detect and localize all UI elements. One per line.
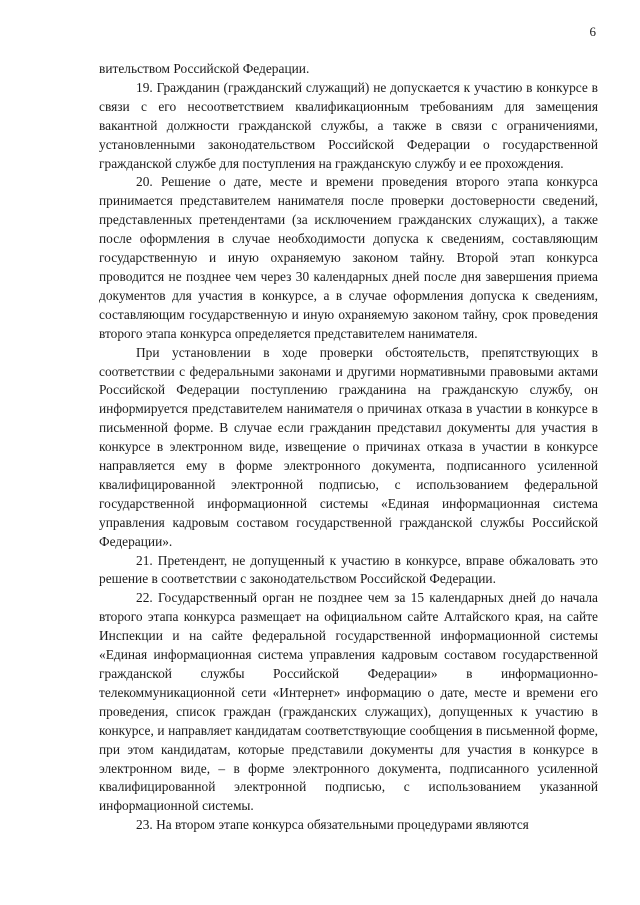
document-body <box>99 60 598 835</box>
paragraph-continuation: вительством Российской Федерации. <box>99 61 310 76</box>
paragraph-23: 23. На втором этапе конкурса обязательными процедурами являются <box>136 817 529 833</box>
page-number: 6 <box>589 24 596 39</box>
paragraph-20-verification: При установлении в ходе проверки обстоятельств, препятствующих в соответствии с федеральными законами и другими нормативными правовыми актами Российской Федерации поступлению гражданина на гражданскую службу, он информируется представителем нанимателя о причинах отказа в участии в конкурсе в письменной форме. В случае если гражданин представил документы для участия в конкурсе в электронном виде, извещение о причинах отказа в участии в конкурсе направляется ему в форме электронного документа, подписанного усиленной квалифицированной электронной подписью, с использованием федеральной государственной информационной системы «Единая информационная система управления кадровым составом государственной гражданской службы Российской Федерации». <box>99 344 598 549</box>
paragraph-19: 19. Гражданин (гражданский служащий) не допускается к участию в конкурсе в связи с его несоответствием квалификационным требованиям для замещения вакантной должности гражданской службы, а также в связи с ограничениями, установленными законодательством Российской Федерации о государственной гражданской службе для поступления на гражданскую службу и ее прохождения. <box>99 79 598 171</box>
paragraph-21: 21. Претендент, не допущенный к участию в конкурсе, вправе обжаловать это решение в соответствии с законодательством Российской Федерации. <box>99 552 598 587</box>
paragraph-22: 22. Государственный орган не позднее чем за 15 календарных дней до начала второго этапа конкурса размещает на официальном сайте Алтайского края, на сайте Инспекции и на сайте федеральной государственной информационной системы «Единая информационная система управления кадровым составом государственной гражданской службы Российской Федерации» в информационно-телекоммуникационной сети «Интернет» информацию о дате, месте и времени его проведения, список граждан (гражданских служащих), допущенных к участию в конкурсе, и направляет кандидатам соответствующие сообщения в письменной форме, при этом кандидатам, которые представили документы для участия в конкурсе в электронном виде, – в форме электронного документа, подписанного усиленной квалифицированной электронной подписью, с использованием указанной информационной системы. <box>99 590 598 814</box>
paragraph-20: 20. Решение о дате, месте и времени проведения второго этапа конкурса принимается представителем нанимателя после проверки достоверности сведений, представленных претендентами (за исключением гражданских служащих), а также после оформления в случае необходимости допуска к сведениям, составляющим государственную и иную охраняемую законом тайну. Второй этап конкурса проводится не позднее чем через 30 календарных дней после дня завершения приема документов для участия в конкурсе, а в случае оформления допуска к сведениям, составляющим государственную и иную охраняемую законом тайну, срок проведения второго этапа конкурса определяется представителем нанимателя. <box>99 174 598 341</box>
